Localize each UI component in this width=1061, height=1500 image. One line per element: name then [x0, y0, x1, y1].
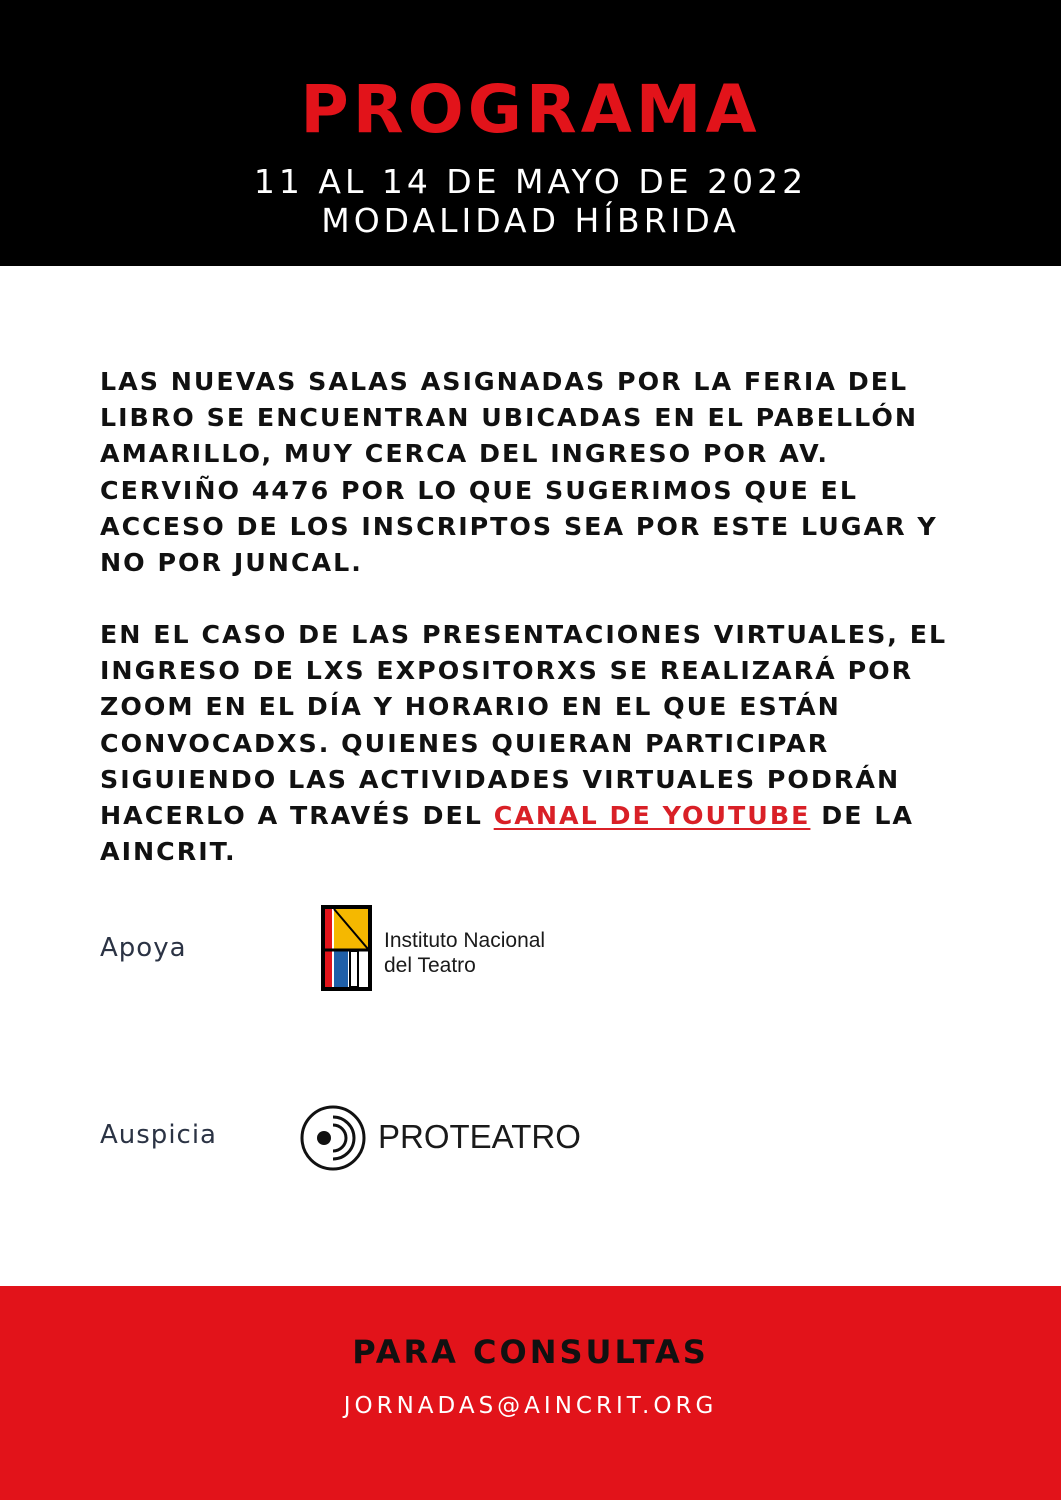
info-paragraph-virtual: [100, 617, 980, 870]
contact-heading: PARA CONSULTAS: [352, 1333, 709, 1371]
contact-email[interactable]: JORNADAS@AINCRIT.ORG: [343, 1393, 718, 1419]
page-title: PROGRAMA: [300, 71, 761, 148]
paragraph-text: EN EL CASO DE LAS PRESENTACIONES VIRTUALES, EL INGRESO DE LXS EXPOSITORXS SE REALIZARÁ POR ZOOM EN EL DÍA Y HORARIO EN EL QUE ESTÁN CONVOCADXS. QUIENES QUIERAN PARTICIPAR SIGUIENDO LAS ACTIVIDADES VIRTUALES PODRÁN HACERLO A TRAVÉS DEL: [100, 620, 948, 831]
footer-banner: [0, 1286, 1061, 1500]
instituto-name-line1: Instituto Nacional: [384, 929, 546, 952]
auspicia-label: Auspicia: [100, 1120, 217, 1150]
instituto-name-line2: del Teatro: [384, 954, 476, 977]
apoya-label: Apoya: [100, 933, 187, 963]
paragraph-text-end: DE LA AINCRIT.: [100, 801, 915, 867]
youtube-channel-link[interactable]: CANAL DE YOUTUBE: [493, 801, 811, 831]
event-modality: MODALIDAD HÍBRIDA: [321, 201, 740, 240]
proteatro-logo-icon: [298, 1103, 368, 1173]
event-dates: 11 AL 14 DE MAYO DE 2022: [253, 162, 808, 201]
proteatro-name: PROTEATRO: [378, 1118, 581, 1155]
instituto-name: [384, 928, 545, 978]
header-banner: [0, 0, 1061, 266]
info-paragraph-venue: LAS NUEVAS SALAS ASIGNADAS POR LA FERIA DEL LIBRO SE ENCUENTRAN UBICADAS EN EL PABELLÓN AMARILLO, MUY CERCA DEL INGRESO POR AV. CERVIÑO 4476 POR LO QUE SUGERIMOS QUE EL ACCESO DE LOS INSCRIPTOS SEA POR ESTE LUGAR Y NO POR JUNCAL.: [100, 367, 938, 578]
